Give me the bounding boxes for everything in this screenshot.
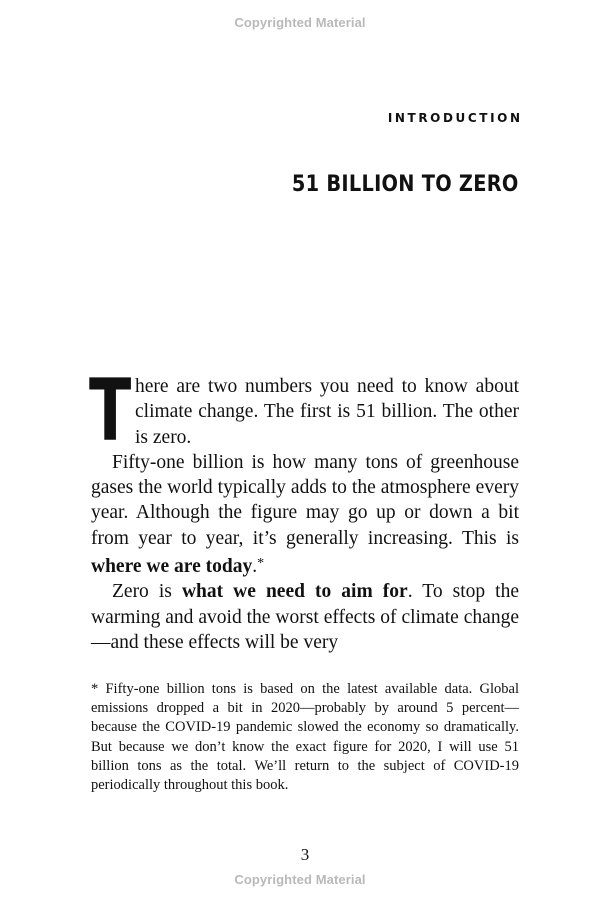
- paragraph-3: [91, 579, 519, 655]
- footnote-marker: *: [257, 556, 265, 572]
- chapter-title: 51 BILLION TO ZERO: [292, 172, 519, 197]
- paragraph-2: [91, 450, 519, 579]
- body-text: [89, 361, 520, 655]
- copyright-watermark-top: Copyrighted Material: [234, 15, 366, 30]
- paragraph-1: [89, 361, 519, 461]
- copyright-watermark-bottom: Copyrighted Material: [234, 872, 366, 887]
- paragraph-2-text-after: .: [252, 556, 258, 578]
- page-number: 3: [300, 845, 310, 864]
- paragraph-1-text: here are two numbers you need to know about climate change. The first is 51 billion. The other is zero.: [135, 376, 519, 448]
- paragraph-3-bold-phrase: what we need to aim for: [181, 581, 408, 603]
- drop-cap: T: [89, 361, 132, 461]
- paragraph-2-text-before: Fifty-one billion is how many tons of greenhouse gases the world typically adds to the atmosphere every year. Although the figure may go up or down a bit from year to year, it’s generally increasing. This is: [91, 451, 519, 549]
- footnote: * Fifty-one billion tons is based on the latest available data. Global emissions dropped a bit in 2020—probably by around 5 percent—because the COVID-19 pandemic slowed the economy so dramatically. But because we don’t know the exact figure for 2020, I will use 51 billion tons as the total. We’ll return to the subject of COVID-19 periodically throughout this book.: [91, 681, 519, 794]
- paragraph-3-text-after: . To stop the warming and avoid the worst effects of climate change—and these effects will be very: [91, 581, 520, 653]
- paragraph-2-bold-phrase: where we are today: [91, 556, 253, 578]
- chapter-label: INTRODUCTION: [387, 111, 523, 125]
- paragraph-3-text-before: Zero is: [112, 581, 182, 603]
